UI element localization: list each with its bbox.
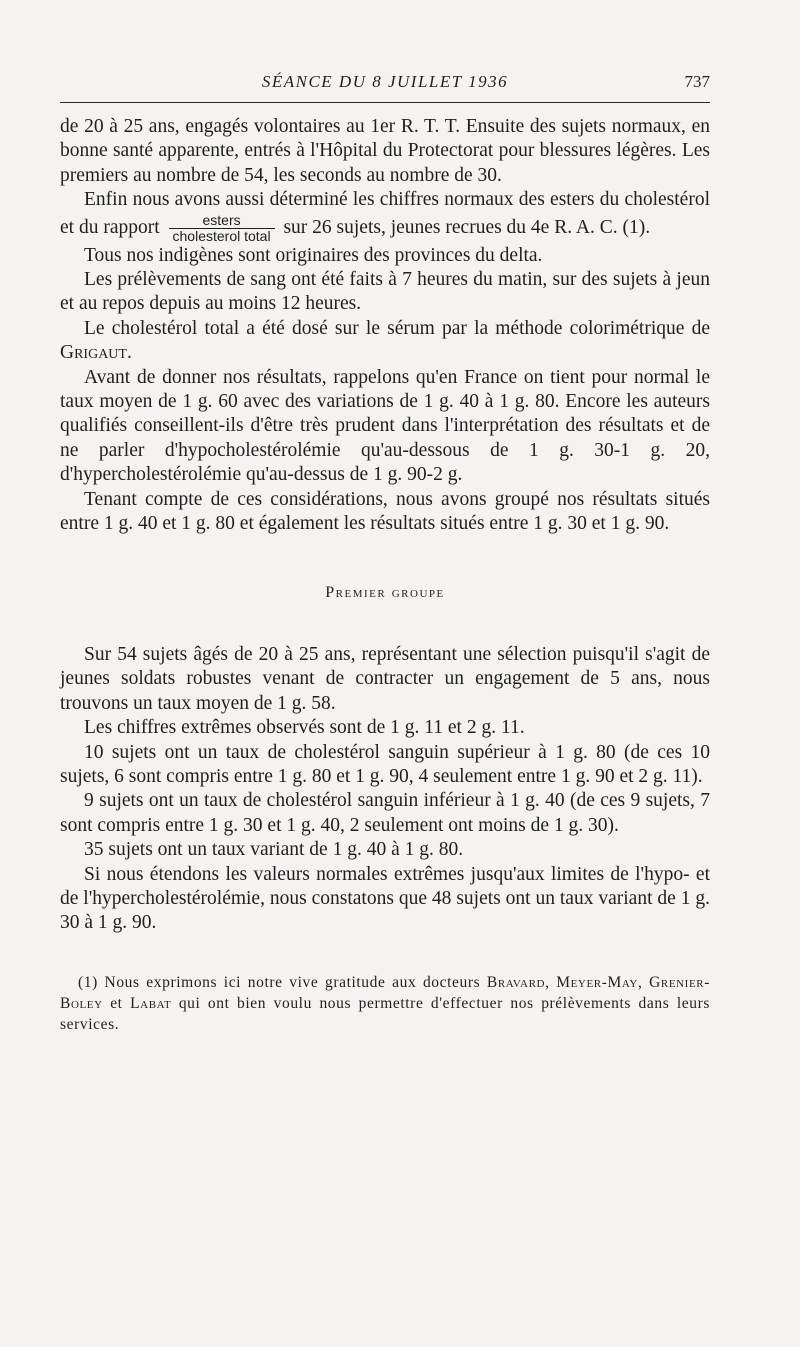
footnote-marker: (1) bbox=[78, 973, 98, 991]
footnote-separator: , bbox=[545, 973, 550, 991]
page-number: 737 bbox=[684, 72, 710, 91]
paragraph: Les prélèvements de sang ont été faits à 7 heures du matin, sur des sujets à jeun et au repos depuis au moins 12 heures. bbox=[60, 269, 710, 315]
footnote-text bbox=[60, 972, 710, 1035]
footnote-name: Grenier-Boley bbox=[60, 973, 710, 1012]
paragraph: Les chiffres extrêmes observés sont de 1 g. 11 et 2 g. 11. bbox=[84, 717, 525, 739]
ratio-fraction bbox=[169, 213, 275, 244]
running-header bbox=[60, 72, 710, 102]
footnote-conjunction: et bbox=[110, 994, 123, 1012]
paragraph: Tous nos indigènes sont originaires des provinces du delta. bbox=[84, 244, 543, 266]
paragraph: 10 sujets ont un taux de cholestérol sanguin supérieur à 1 g. 80 (de ces 10 sujets, 6 sont compris entre 1 g. 80 et 1 g. 90, 4 seulement entre 1 g. 90 et 2 g. 11). bbox=[60, 741, 710, 787]
body-text bbox=[60, 115, 710, 936]
footnote-body: Nous exprimons ici notre vive gratitude aux docteurs bbox=[104, 973, 481, 991]
paragraph: Avant de donner nos résultats, rappelons qu'en France on tient pour normal le taux moyen de 1 g. 60 avec des variations de 1 g. 40 à 1 g. 80. Encore les auteurs qualifiés conseillent-ils d'être très prudent dans l'interprétation des résultats et de ne parler d'hypocholestérolémie qu'au-dessous de 1 g. 30-1 g. 20, d'hypercholestérolémie qu'au-dessus de 1 g. 90-2 g. bbox=[60, 366, 710, 486]
footnote-name: Bravard bbox=[486, 973, 546, 991]
section-heading: Premier groupe bbox=[325, 583, 445, 601]
header-title: SÉANCE DU 8 JUILLET 1936 bbox=[261, 72, 509, 91]
fraction-denominator: cholesterol total bbox=[169, 228, 275, 244]
paragraph: Si nous étendons les valeurs normales extrêmes jusqu'aux limites de l'hypo- et de l'hypercholestérolémie, nous constatons que 48 sujets ont un taux variant de 1 g. 30 à 1 g. 90. bbox=[60, 863, 710, 934]
footnote bbox=[60, 972, 710, 1035]
paragraph: Sur 54 sujets âgés de 20 à 25 ans, représentant une sélection puisqu'il s'agit de jeunes soldats robustes venant de contracter un engagement de 5 ans, nous trouvons un taux moyen de 1 g. 58. bbox=[60, 643, 710, 714]
document-page bbox=[60, 72, 710, 1035]
footnote-name: Labat bbox=[130, 994, 172, 1012]
paragraph-text: . bbox=[126, 342, 132, 364]
paragraph-text: Le cholestérol total a été dosé sur le sérum par la méthode colorimétrique de bbox=[84, 317, 710, 339]
paragraph-text: sur 26 sujets, jeunes recrues du 4e R. A. C. (1). bbox=[283, 216, 651, 238]
paragraph: 35 sujets ont un taux variant de 1 g. 40 à 1 g. 80. bbox=[84, 839, 464, 861]
author-name: Grigaut bbox=[60, 342, 127, 364]
fraction-numerator: esters bbox=[202, 211, 241, 228]
paragraph bbox=[60, 317, 710, 366]
header-rule bbox=[60, 102, 710, 103]
footnote-separator: , bbox=[637, 973, 643, 991]
paragraph-with-fraction bbox=[60, 188, 710, 243]
paragraph-text: Enfin nous avons aussi déterminé les chiffres normaux des esters du cholestérol et du rapport bbox=[60, 189, 710, 238]
footnote-body: qui ont bien voulu nous permettre d'effectuer nos prélèvements dans leurs services. bbox=[60, 994, 710, 1033]
paragraph: Tenant compte de ces considérations, nous avons groupé nos résultats situés entre 1 g. 40 et 1 g. 80 et également les résultats situés entre 1 g. 30 et 1 g. 90. bbox=[60, 488, 710, 535]
paragraph: de 20 à 25 ans, engagés volontaires au 1er R. T. T. Ensuite des sujets normaux, en bonne santé apparente, entrés à l'Hôpital du Protectorat pour blessures légères. Les premiers au nombre de 54, les seconds au nombre de 30. bbox=[60, 116, 710, 186]
paragraph: 9 sujets ont un taux de cholestérol sanguin inférieur à 1 g. 40 (de ces 9 sujets, 7 sont compris entre 1 g. 30 et 1 g. 40, 2 seulement ont moins de 1 g. 30). bbox=[60, 790, 710, 836]
footnote-name: Meyer-May bbox=[556, 973, 638, 991]
